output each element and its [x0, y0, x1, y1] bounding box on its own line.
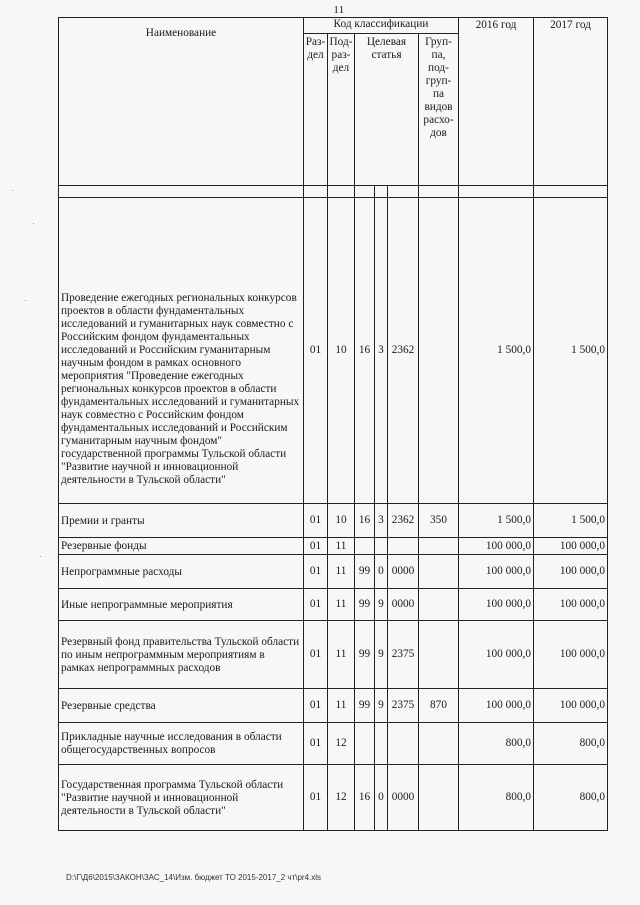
row-razdel: 01 [304, 723, 328, 765]
row-vid [419, 765, 459, 831]
table-row [59, 504, 608, 538]
row-name: Резервные фонды [59, 538, 304, 555]
row-podrazdel: 11 [328, 689, 355, 723]
row-value-2017: 800,0 [534, 723, 608, 765]
header-vid-raskhodov: Груп- па, под- груп- па видов расхо- дов [419, 34, 459, 186]
row-value-2017: 100 000,0 [534, 689, 608, 723]
row-value-2017: 100 000,0 [534, 538, 608, 555]
row-vid [419, 538, 459, 555]
row-ts-subprogram: 9 [375, 621, 388, 689]
row-vid [419, 555, 459, 589]
row-razdel: 01 [304, 765, 328, 831]
row-name: Государственная программа Тульской области "Развитие научной и инновационной деятельности в Тульской области" [59, 765, 304, 831]
row-ts-program: 99 [355, 555, 375, 589]
header-razdel: Раз- дел [304, 34, 328, 186]
row-ts-direction: 2362 [388, 504, 419, 538]
row-ts-direction: 2375 [388, 689, 419, 723]
row-ts-subprogram [375, 538, 388, 555]
row-ts-subprogram [375, 723, 388, 765]
row-value-2016: 1 500,0 [459, 198, 534, 504]
row-name: Проведение ежегодных региональных конкурсов проектов в области фундаментальных исследований и гуманитарных наук совместно с Российским фондом фундаментальных исследований и Российским гуманитарным научным фондом в рамках основного мероприятия "Проведение ежегодных региональных конкурсов проектов в области фундаментальных исследований и гуманитарных наук совместно с Российским фондом фундаментальных исследований и Российским гуманитарным научным фондом" государственной программы Тульской области "Развитие научной и инновационной деятельности в Тульской области" [59, 198, 304, 504]
table-row [59, 723, 608, 765]
header-tselevaya-statya: Целевая статья [355, 34, 419, 186]
row-podrazdel: 11 [328, 538, 355, 555]
row-ts-direction: 0000 [388, 555, 419, 589]
table-row [59, 621, 608, 689]
row-ts-direction: 2375 [388, 621, 419, 689]
row-ts-subprogram: 9 [375, 589, 388, 621]
row-podrazdel: 12 [328, 765, 355, 831]
row-podrazdel: 12 [328, 723, 355, 765]
header-year-2016: 2016 год [459, 18, 534, 186]
row-ts-program: 99 [355, 689, 375, 723]
row-value-2016: 100 000,0 [459, 589, 534, 621]
row-value-2016: 800,0 [459, 765, 534, 831]
row-ts-program: 16 [355, 198, 375, 504]
row-vid: 870 [419, 689, 459, 723]
row-ts-subprogram: 0 [375, 555, 388, 589]
page-number: 11 [333, 4, 345, 16]
row-razdel: 01 [304, 198, 328, 504]
row-podrazdel: 11 [328, 555, 355, 589]
row-value-2017: 100 000,0 [534, 621, 608, 689]
row-podrazdel: 11 [328, 589, 355, 621]
row-vid: 350 [419, 504, 459, 538]
table-row [59, 689, 608, 723]
row-value-2016: 100 000,0 [459, 621, 534, 689]
row-ts-program: 16 [355, 765, 375, 831]
header-name: Наименование [59, 18, 304, 186]
row-value-2016: 800,0 [459, 723, 534, 765]
row-ts-program: 99 [355, 589, 375, 621]
row-value-2017: 1 500,0 [534, 198, 608, 504]
row-ts-program: 16 [355, 504, 375, 538]
scan-speck [33, 223, 34, 224]
table-row [59, 538, 608, 555]
row-ts-subprogram: 3 [375, 198, 388, 504]
row-ts-direction: 0000 [388, 589, 419, 621]
row-ts-program [355, 538, 375, 555]
row-name: Иные непрограммные мероприятия [59, 589, 304, 621]
row-value-2016: 100 000,0 [459, 689, 534, 723]
row-vid [419, 723, 459, 765]
table-row [59, 765, 608, 831]
row-razdel: 01 [304, 555, 328, 589]
budget-table [58, 17, 608, 831]
spacer-row [59, 186, 608, 198]
row-value-2017: 800,0 [534, 765, 608, 831]
row-value-2017: 100 000,0 [534, 555, 608, 589]
row-value-2017: 100 000,0 [534, 589, 608, 621]
row-razdel: 01 [304, 589, 328, 621]
row-name: Резервный фонд правительства Тульской области по иным непрограммным мероприятиям в рамках непрограммных расходов [59, 621, 304, 689]
header-podrazdel: Под- раз- дел [328, 34, 355, 186]
row-razdel: 01 [304, 538, 328, 555]
scan-speck [12, 190, 13, 191]
table-row [59, 555, 608, 589]
row-value-2016: 100 000,0 [459, 555, 534, 589]
header-year-2017: 2017 год [534, 18, 608, 186]
row-ts-subprogram: 0 [375, 765, 388, 831]
row-name: Резервные средства [59, 689, 304, 723]
row-ts-program [355, 723, 375, 765]
row-vid [419, 198, 459, 504]
row-name: Премии и гранты [59, 504, 304, 538]
row-ts-direction [388, 538, 419, 555]
row-ts-program: 99 [355, 621, 375, 689]
row-value-2016: 100 000,0 [459, 538, 534, 555]
table-row [59, 589, 608, 621]
row-value-2016: 1 500,0 [459, 504, 534, 538]
scan-speck [25, 300, 26, 301]
row-podrazdel: 10 [328, 504, 355, 538]
row-ts-subprogram: 3 [375, 504, 388, 538]
row-podrazdel: 11 [328, 621, 355, 689]
row-vid [419, 589, 459, 621]
header-code-classification: Код классификации [304, 18, 459, 34]
table-row [59, 198, 608, 504]
row-name: Прикладные научные исследования в области общегосударственных вопросов [59, 723, 304, 765]
row-ts-direction: 2362 [388, 198, 419, 504]
row-value-2017: 1 500,0 [534, 504, 608, 538]
row-razdel: 01 [304, 621, 328, 689]
row-ts-direction: 0000 [388, 765, 419, 831]
scan-speck [40, 556, 41, 557]
row-razdel: 01 [304, 504, 328, 538]
row-name: Непрограммные расходы [59, 555, 304, 589]
row-ts-subprogram: 9 [375, 689, 388, 723]
row-razdel: 01 [304, 689, 328, 723]
file-path-footer: D:\Г\Д6\2015\ЗАКОН\ЗАС_14\Изм. бюджет ТО 2015-2017_2 чт\pr4.xls [66, 873, 322, 882]
row-vid [419, 621, 459, 689]
row-ts-direction [388, 723, 419, 765]
row-podrazdel: 10 [328, 198, 355, 504]
